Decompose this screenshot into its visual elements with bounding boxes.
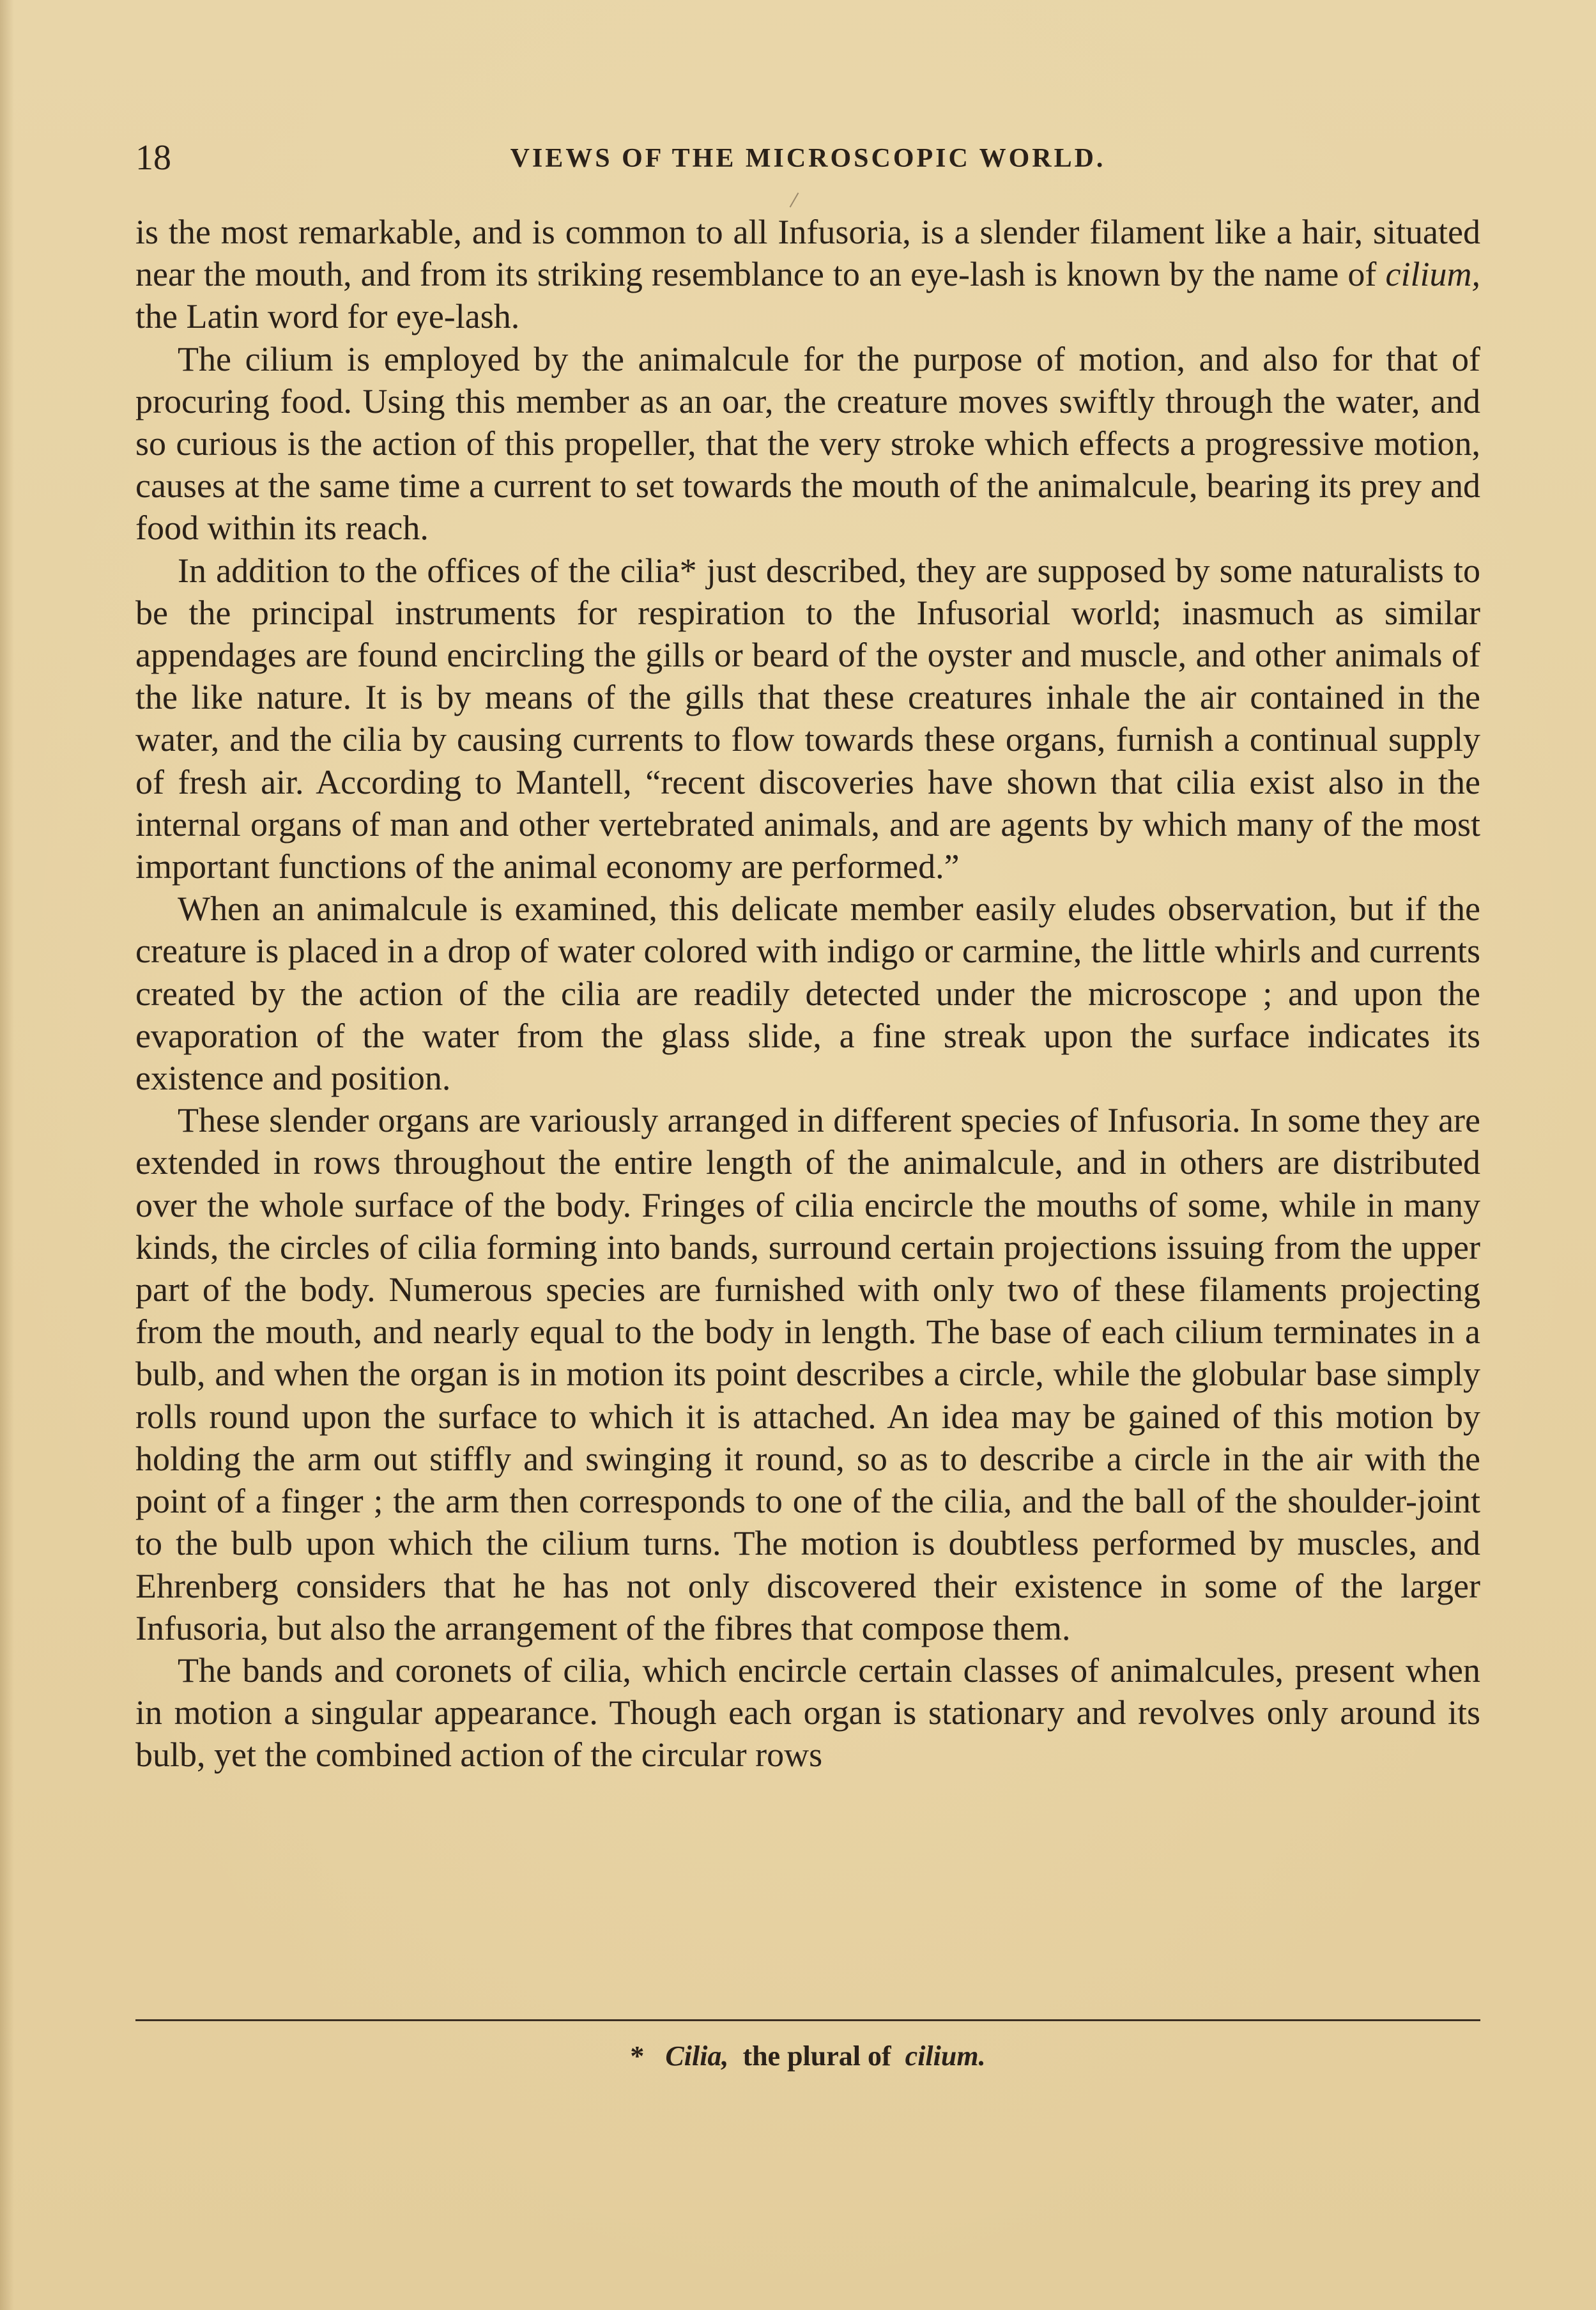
paragraph	[135, 1649, 1480, 1776]
paragraph	[135, 1099, 1480, 1649]
stray-ink-mark	[790, 192, 799, 208]
italic-term: cilium,	[1385, 255, 1480, 294]
paragraph	[135, 550, 1480, 888]
paragraph	[135, 338, 1480, 550]
body-text	[135, 211, 1480, 1776]
page-header	[135, 135, 1480, 180]
paragraph-text: When an animalcule is examined, this delicate member easily eludes observation, but if the creature is placed in a drop of water colored with indigo or carmine, the little whirls and currents created by the action of the cilia are readily detected under the microscope ; and upon the evaporation of the water from the glass slide, a fine streak upon the surface indicates its existence and position.	[135, 889, 1480, 1098]
footnote-rule	[135, 2019, 1480, 2021]
paragraph-text: The bands and coronets of cilia, which encircle certain classes of animalcules, present when in motion a singular appearance. Though each organ is stationary and revolves only around its bulb, yet the combined action of the circular rows	[135, 1651, 1480, 1775]
footnote-text: the plural of	[735, 2040, 898, 2072]
paragraph	[135, 211, 1480, 338]
page-edge-shadow	[0, 0, 14, 2310]
paragraph	[135, 888, 1480, 1099]
paragraph-text: In addition to the offices of the cilia* just described, they are supposed by some naturalists to be the principal instruments for respiration to the Infusorial world; inasmuch as similar appendages are found encircling the gills or beard of the oyster and muscle, and other animals of the like nature. It is by means of the gills that these creatures inhale the air contained in the water, and the cilia by causing currents to flow towards these organs, furnish a continual supply of fresh air. According to Mantell, “recent discoveries have shown that cilia exist also in the internal organs of man and other vertebrated animals, and are agents by which many of the most important functions of the animal economy are performed.”	[135, 551, 1480, 886]
paragraph-text: The cilium is employed by the animalcule for the purpose of motion, and also for that of procuring food. Using this member as an oar, the creature moves swiftly through the water, and so curious is the action of this propeller, that the very stroke which effects a progressive motion, causes at the same time a current to set towards the mouth of the animalcule, bearing its prey and food within its reach.	[135, 339, 1480, 548]
paragraph-text: the Latin word for eye-lash.	[135, 297, 520, 336]
footnote-term-singular: cilium.	[905, 2040, 986, 2072]
running-title: VIEWS OF THE MICROSCOPIC WORLD.	[510, 144, 1106, 173]
footnote-marker: *	[630, 2040, 645, 2072]
paragraph-text: is the most remarkable, and is common to all Infusoria, is a slender filament like a hair, situated near the mouth, and from its striking resemblance to an eye-lash is known by the name of	[135, 213, 1480, 294]
footnote-term: Cilia,	[665, 2040, 729, 2072]
paragraph-text: These slender organs are variously arranged in different species of Infusoria. In some they are extended in rows throughout the entire length of the animalcule, and in others are distributed over the whole surface of the body. Fringes of cilia encircle the mouths of some, while in many kinds, the circles of cilia forming into bands, surround certain projections issuing from the upper part of the body. Numerous species are furnished with only two of these filaments projecting from the mouth, and nearly equal to the body in length. The base of each cilium terminates in a bulb, and when the organ is in motion its point describes a circle, while the globular base simply rolls round upon the surface to which it is attached. An idea may be gained of this motion by holding the arm out stiffly and swinging it round, so as to describe a circle in the air with the point of a finger ; the arm then corresponds to one of the cilia, and the ball of the shoulder-joint to the bulb upon which the cilium turns. The motion is doubtless performed by muscles, and Ehrenberg considers that he has not only discovered their existence in some of the larger Infusoria, but also the arrangement of the fibres that compose them.	[135, 1101, 1480, 1647]
footnote	[135, 2037, 1480, 2075]
page-number: 18	[135, 138, 171, 178]
